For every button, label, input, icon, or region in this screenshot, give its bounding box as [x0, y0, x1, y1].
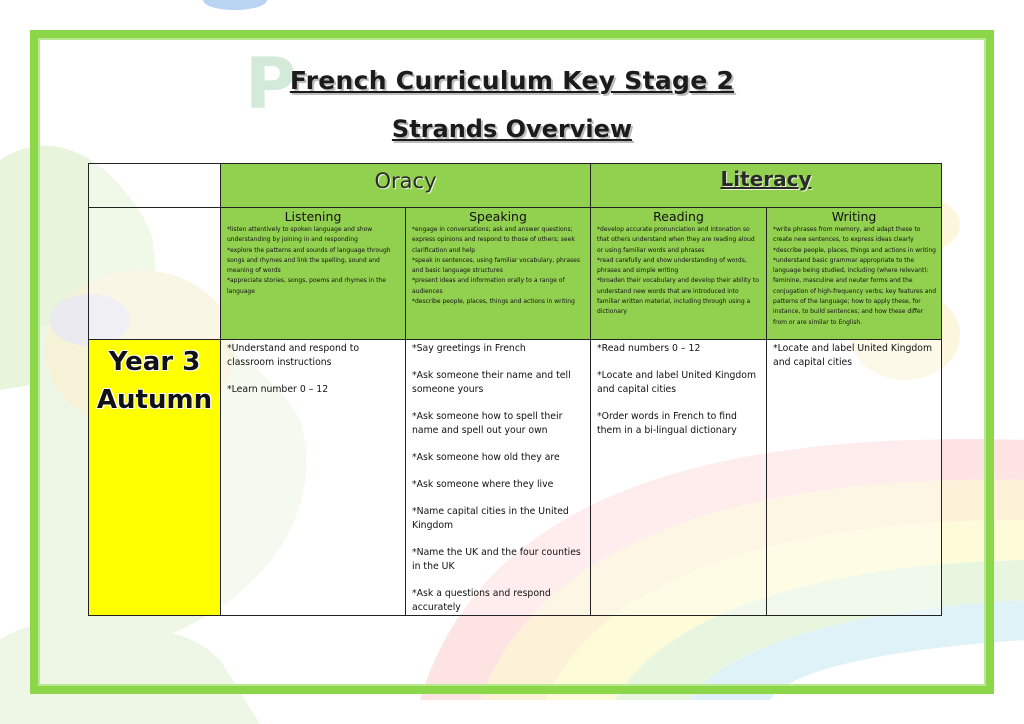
objective-item: *Understand and respond to classroom instructions	[227, 343, 360, 368]
reading-point: *read carefully and show understanding of words, phrases and simple writing	[597, 256, 747, 275]
speaking-point: *describe people, places, things and actions in writing	[412, 298, 575, 306]
writing-point: *write phrases from memory, and adapt these to create new sentences, to express ideas clearly	[773, 226, 921, 244]
speaking-description	[406, 224, 590, 307]
reading-title: Reading	[653, 209, 704, 224]
listening-title: Listening	[284, 209, 342, 224]
writing-title: Writing	[831, 209, 877, 224]
oracy-header	[221, 164, 591, 208]
listening-point: *appreciate stories, songs, poems and rhymes in the language	[227, 277, 386, 295]
writing-point: *understand basic grammar appropriate to the language being studied, including (where relevant): feminine, masculine and neuter forms and the conjugation of high-frequency verbs; key features and patterns of the language; how to apply these, for instance, to build sentences; and how these differ from or are similar to English.	[773, 256, 937, 326]
reading-header	[591, 208, 767, 340]
speaking-header	[406, 208, 591, 340]
speaking-title: Speaking	[469, 209, 527, 224]
strand-header-row	[89, 164, 942, 208]
listening-description	[221, 224, 405, 297]
skills-row	[89, 208, 942, 340]
oracy-title: Oracy	[374, 169, 437, 193]
objective-item: *Learn number 0 – 12	[227, 384, 329, 395]
year-label: Year 3	[108, 347, 201, 377]
curriculum-table	[88, 163, 942, 616]
term-label	[89, 340, 220, 419]
speaking-point: *speak in sentences, using familiar vocabulary, phrases and basic language structures	[412, 256, 580, 275]
corner-cell	[89, 164, 221, 208]
objective-item: *Ask someone their name and tell someone yours	[412, 370, 571, 395]
reading-point: *broaden their vocabulary and develop their ability to understand new words that are introduced into familiar written material, including through using a dictionary	[597, 277, 759, 316]
writing-description	[767, 224, 941, 328]
objective-item: *Name the UK and the four counties in the UK	[412, 547, 581, 572]
objective-item: *Ask someone how old they are	[412, 452, 560, 463]
objective-item: *Ask someone how to spell their name and spell out your own	[412, 411, 563, 436]
speaking-point: *engage in conversations; ask and answer questions; express opinions and respond to those of others; seek clarification and help	[412, 226, 575, 254]
reading-objectives	[591, 340, 767, 616]
objective-item: *Read numbers 0 – 12	[597, 343, 701, 354]
listening-header	[221, 208, 406, 340]
objective-item: *Name capital cities in the United Kingdom	[412, 506, 569, 531]
page-subtitle: Strands Overview	[391, 115, 633, 143]
year-3-autumn-row	[89, 340, 942, 616]
listening-point: *listen attentively to spoken language and show understanding by joining in and responding	[227, 226, 373, 244]
literacy-header	[591, 164, 942, 208]
writing-objectives	[767, 340, 942, 616]
objective-item: *Ask a questions and respond accurately	[412, 588, 551, 613]
objective-item: *Ask someone where they live	[412, 479, 554, 490]
speaking-objectives	[406, 340, 591, 616]
speaking-point: *present ideas and information orally to a range of audiences	[412, 277, 565, 295]
listening-point: *explore the patterns and sounds of language through songs and rhymes and link the spelling, sound and meaning of words	[227, 246, 391, 275]
reading-description	[591, 224, 766, 318]
svg-text:P: P	[245, 43, 297, 125]
objective-item: *Say greetings in French	[412, 343, 526, 354]
listening-objectives	[221, 340, 406, 616]
term-label-cell	[89, 340, 221, 616]
objective-item: *Locate and label United Kingdom and capital cities	[597, 370, 757, 395]
season-label: Autumn	[96, 385, 213, 415]
literacy-title: Literacy	[720, 167, 812, 191]
reading-point: *develop accurate pronunciation and intonation so that others understand when they are reading aloud or using familiar words and phrases	[597, 226, 755, 254]
writing-header	[767, 208, 942, 340]
objective-item: *Locate and label United Kingdom and capital cities	[773, 343, 933, 368]
objective-item: *Order words in French to find them in a bi-lingual dictionary	[597, 411, 737, 436]
page-title: French Curriculum Key Stage 2	[289, 66, 735, 95]
writing-point: *describe people, places, things and actions in writing	[773, 246, 936, 254]
skills-label-cell	[89, 208, 221, 340]
